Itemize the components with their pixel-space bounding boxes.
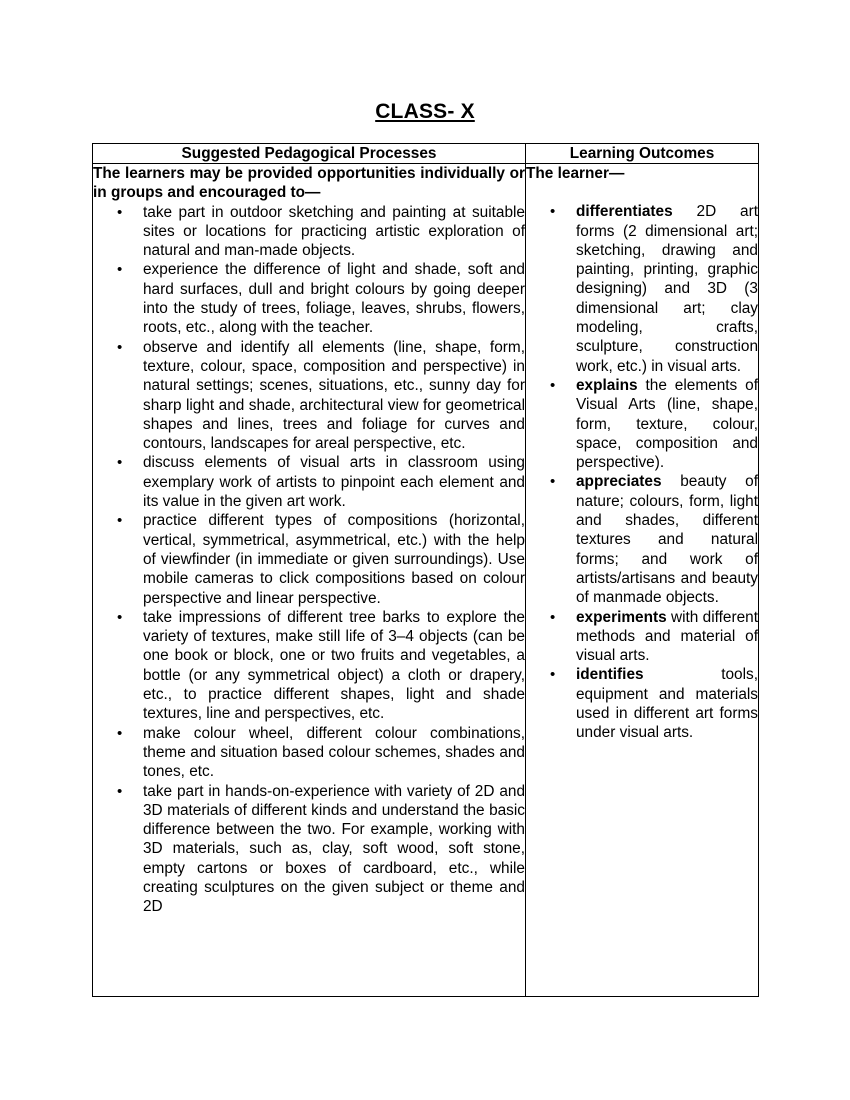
list-item: • practice different types of compositions (horizontal, vertical, symmetrical, asymmetrical, etc.) with the help of viewfinder (in immediate or given surroundings). Use mobile cameras to click compositions based on colour perspective and linear perspective. bbox=[143, 511, 525, 607]
outcome-keyword: identifies bbox=[576, 666, 644, 684]
list-item: • make colour wheel, different colour combinations, theme and situation based colour schemes, shades and tones, etc. bbox=[143, 724, 525, 782]
pedagogy-intro: The learners may be provided opportunities individually or in groups and encouraged to— bbox=[93, 165, 525, 202]
list-item bbox=[576, 665, 758, 742]
list-item bbox=[576, 608, 758, 666]
outcome-text: 2D art forms (2 dimensional art; sketching, drawing and painting, printing, graphic designing) and 3D (3 dimensional art; clay modeling, crafts, sculpture, construction work, etc.) in visual arts. bbox=[576, 203, 758, 375]
list-item: • take part in hands-on-experience with variety of 2D and 3D materials of different kinds and understand the basic difference between the two. For example, working with 3D materials, such as, clay, soft wood, soft stone, empty cartons or boxes of cardboard, etc., while creating sculptures on the given subject or theme and 2D bbox=[143, 782, 525, 917]
list-item: • observe and identify all elements (line, shape, form, texture, colour, space, composition and perspective) in natural settings; scenes, situations, etc., sunny day for sharp light and shade, architectural view for geometrical shapes and lines, trees and foliage for curves and contours, landscapes for areal perspective, etc. bbox=[143, 338, 525, 454]
outcome-keyword: explains bbox=[576, 376, 638, 394]
list-item: • take impressions of different tree barks to explore the variety of textures, make still life of 3–4 objects (can be one book or block, one or two fruits and vegetables, a bottle (or any symmetrical object) a cloth or drapery, etc., to practice different shapes, light and shade textures, line and perspectives, etc. bbox=[143, 608, 525, 724]
outcome-keyword: appreciates bbox=[576, 473, 662, 491]
list-item bbox=[576, 472, 758, 607]
outcome-keyword: differentiates bbox=[576, 203, 673, 221]
outcome-keyword: experiments bbox=[576, 608, 667, 626]
page-title: CLASS- X bbox=[375, 100, 475, 123]
list-item bbox=[576, 376, 758, 472]
table-row bbox=[93, 164, 759, 997]
list-item bbox=[576, 202, 758, 376]
curriculum-table bbox=[92, 143, 759, 997]
outcome-text: with different methods and material of visual arts. bbox=[576, 608, 758, 665]
header-pedagogical-processes: Suggested Pedagogical Processes bbox=[93, 144, 526, 164]
table-header-row bbox=[93, 144, 759, 164]
outcomes-intro: The learner— bbox=[526, 165, 625, 182]
outcome-text: beauty of nature; colours, form, light and shades, different textures and natural forms; and work of artists/artisans and beauty of manmade objects. bbox=[576, 473, 758, 607]
outcome-text: the elements of Visual Arts (line, shape, form, texture, colour, space, composition and perspective). bbox=[576, 376, 758, 472]
list-item: • take part in outdoor sketching and painting at suitable sites or locations for practicing artistic exploration of natural and man-made objects. bbox=[143, 203, 525, 261]
pedagogical-processes-cell bbox=[93, 164, 526, 997]
outcomes-list bbox=[526, 202, 758, 742]
outcome-text: tools, equipment and materials used in different art forms under visual arts. bbox=[576, 666, 758, 742]
header-learning-outcomes: Learning Outcomes bbox=[526, 144, 759, 164]
learning-outcomes-cell bbox=[526, 164, 759, 997]
pedagogy-list bbox=[93, 203, 525, 917]
list-item: • experience the difference of light and shade, soft and hard surfaces, dull and bright colours by going deeper into the study of trees, foliage, leaves, shrubs, flowers, roots, etc., along with the teacher. bbox=[143, 260, 525, 337]
list-item: • discuss elements of visual arts in classroom using exemplary work of artists to pinpoint each element and its value in the given art work. bbox=[143, 453, 525, 511]
